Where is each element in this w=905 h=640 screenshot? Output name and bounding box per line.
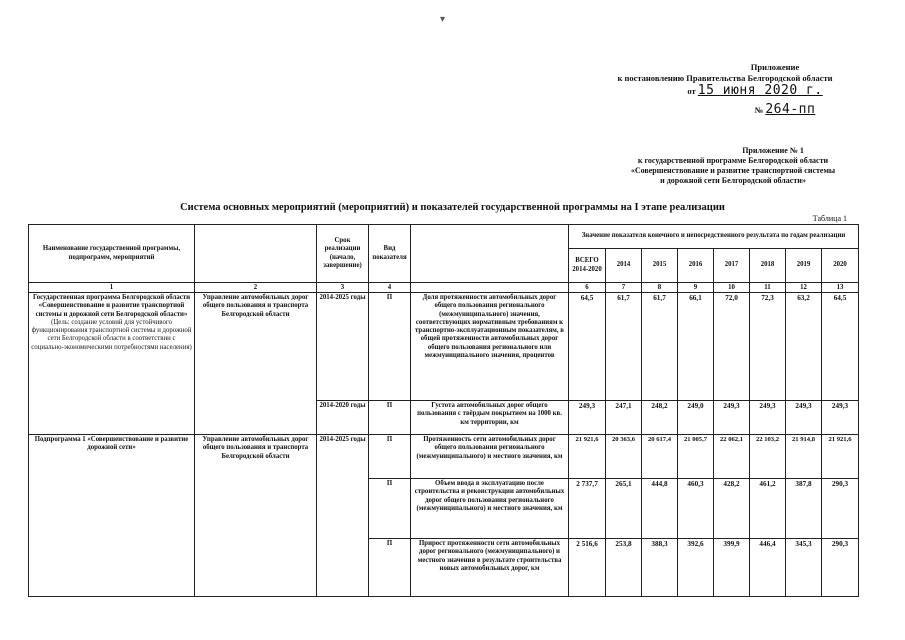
year-header: 2016 xyxy=(678,249,714,283)
col-number: 3 xyxy=(317,283,369,293)
col-header-executor xyxy=(195,225,317,283)
value-cell: 21 914,8 xyxy=(786,435,822,479)
indicator-type: П xyxy=(369,293,411,401)
scan-mark: ▾ xyxy=(440,14,446,25)
value-cell: 249,3 xyxy=(569,401,606,435)
document-title: Система основных мероприятий (мероприятий) и показателей государственной программы на I этапе реализации xyxy=(180,202,725,213)
value-cell: 66,1 xyxy=(678,293,714,401)
col-number: 6 xyxy=(569,283,606,293)
header-line2: к постановлению Правительства Белгородской области xyxy=(617,72,833,83)
value-cell: 72,0 xyxy=(714,293,750,401)
appendix-line3: «Совершенствование и развитие транспортной системы xyxy=(630,166,836,175)
value-cell: 72,3 xyxy=(750,293,786,401)
appendix-line2: к государственной программе Белгородской области xyxy=(637,156,829,165)
table-row xyxy=(29,435,859,479)
value-cell: 428,2 xyxy=(714,479,750,539)
col-number: 13 xyxy=(822,283,859,293)
year-header: ВСЕГО 2014-2020 xyxy=(569,249,606,283)
col-header-indicator xyxy=(411,225,569,283)
value-cell: 21 921,6 xyxy=(822,435,859,479)
decree-header xyxy=(595,62,855,115)
value-cell: 61,7 xyxy=(606,293,642,401)
date-prefix: от xyxy=(687,86,696,96)
indicator-type: П xyxy=(369,479,411,539)
year-header: 2019 xyxy=(786,249,822,283)
indicator-name: Объем ввода в эксплуатацию после строительства и реконструкции автомобильных дорог общего пользования регионального (межмуниципального) и местного значения, км xyxy=(411,479,569,539)
program-name: Государственная программа Белгородской области «Совершенствование и развитие транспортной системы и дорожной сети Белгородской области» xyxy=(33,294,190,318)
value-cell: 290,3 xyxy=(822,479,859,539)
value-cell: 64,5 xyxy=(822,293,859,401)
col-number: 10 xyxy=(714,283,750,293)
year-header: 2018 xyxy=(750,249,786,283)
value-cell: 247,1 xyxy=(606,401,642,435)
indicators-table xyxy=(28,224,859,597)
value-cell: 2 516,6 xyxy=(569,539,606,597)
value-cell: 461,2 xyxy=(750,479,786,539)
year-header: 2014 xyxy=(606,249,642,283)
value-cell: 22 103,2 xyxy=(750,435,786,479)
value-cell: 20 617,4 xyxy=(642,435,678,479)
value-cell: 253,8 xyxy=(606,539,642,597)
value-cell: 392,6 xyxy=(678,539,714,597)
indicator-name: Прирост протяженности сети автомобильных дорог регионального (межмуниципального) и местного значения в результате строительства новых автомобильных дорог, км xyxy=(411,539,569,597)
appendix-line1: Приложение № 1 xyxy=(742,146,804,155)
value-cell: 63,2 xyxy=(786,293,822,401)
program-executor: Управление автомобильных дорог общего пользования и транспорта Белгородской области xyxy=(195,293,317,435)
value-cell: 21 921,6 xyxy=(569,435,606,479)
value-cell: 249,3 xyxy=(822,401,859,435)
col-number: 1 xyxy=(29,283,195,293)
value-cell: 22 062,1 xyxy=(714,435,750,479)
appendix-line4: и дорожной сети Белгородской области» xyxy=(660,176,806,185)
header-number xyxy=(595,101,855,117)
appendix-header xyxy=(613,146,853,186)
indicator-type: П xyxy=(369,401,411,435)
col-number: 12 xyxy=(786,283,822,293)
subprogram-executor: Управление автомобильных дорог общего пользования и транспорта Белгородской области xyxy=(195,435,317,597)
col-number: 7 xyxy=(606,283,642,293)
value-cell: 446,4 xyxy=(750,539,786,597)
value-cell: 345,3 xyxy=(786,539,822,597)
value-cell: 249,0 xyxy=(678,401,714,435)
value-cell: 265,1 xyxy=(606,479,642,539)
subprogram-period: 2014-2025 годы xyxy=(317,435,369,597)
col-header-name: Наименование государственной программы, подпрограмм, мероприятий xyxy=(29,225,195,283)
year-header: 2015 xyxy=(642,249,678,283)
year-header: 2020 xyxy=(822,249,859,283)
value-cell: 20 363,6 xyxy=(606,435,642,479)
value-cell: 21 005,7 xyxy=(678,435,714,479)
col-number: 4 xyxy=(369,283,411,293)
header-date xyxy=(595,83,855,98)
indicator-name: Доля протяженности автомобильных дорог общего пользования регионального (межмуниципального) значения, соответствующих нормативным требованиям к транспортно-эксплуатационным показателям, в общей протяженности автомобильных дорог общего пользования регионального или межмуниципального значения, процентов xyxy=(411,293,569,401)
col-number xyxy=(411,283,569,293)
header-line1: Приложение xyxy=(750,62,800,72)
value-cell: 2 737,7 xyxy=(569,479,606,539)
year-header: 2017 xyxy=(714,249,750,283)
value-cell: 444,8 xyxy=(642,479,678,539)
col-header-values-group: Значение показателя конечного и непосредственного результата по годам реализации xyxy=(569,225,859,249)
value-cell: 460,3 xyxy=(678,479,714,539)
col-number: 9 xyxy=(678,283,714,293)
indicator-period: 2014-2020 годы xyxy=(317,401,369,435)
col-number: 11 xyxy=(750,283,786,293)
col-number: 8 xyxy=(642,283,678,293)
col-header-type: Вид показателя xyxy=(369,225,411,283)
value-cell: 399,9 xyxy=(714,539,750,597)
subprogram-name: Подпрограмма 1 «Совершенствование и развитие дорожной сети» xyxy=(29,435,195,597)
program-goal: (Цель: создание условий для устойчивого функционирования транспортной системы и дорожной сети Белгородской области в соответствии с социально-экономическими потребностями населения) xyxy=(31,318,192,351)
value-cell: 290,3 xyxy=(822,539,859,597)
value-cell: 249,3 xyxy=(750,401,786,435)
value-cell: 248,2 xyxy=(642,401,678,435)
value-cell: 249,3 xyxy=(786,401,822,435)
col-number: 2 xyxy=(195,283,317,293)
value-cell: 61,7 xyxy=(642,293,678,401)
number-value: 264-пп xyxy=(765,101,816,117)
value-cell: 388,3 xyxy=(642,539,678,597)
table-label: Таблица 1 xyxy=(812,214,847,223)
program-name-cell xyxy=(29,293,195,435)
date-value: 15 июня 2020 г. xyxy=(697,83,823,98)
indicator-name: Густота автомобильных дорог общего пользования с твёрдым покрытием на 1000 кв. км территории, км xyxy=(411,401,569,435)
indicator-type: П xyxy=(369,539,411,597)
indicator-name: Протяженность сети автомобильных дорог общего пользования регионального (межмуниципального) и местного значения, км xyxy=(411,435,569,479)
col-header-period: Срок реализации (начало, завершение) xyxy=(317,225,369,283)
indicator-type: П xyxy=(369,435,411,479)
value-cell: 64,5 xyxy=(569,293,606,401)
table-row xyxy=(29,293,859,401)
program-period: 2014-2025 годы xyxy=(317,293,369,401)
number-prefix: № xyxy=(754,104,764,115)
value-cell: 387,8 xyxy=(786,479,822,539)
value-cell: 249,3 xyxy=(714,401,750,435)
